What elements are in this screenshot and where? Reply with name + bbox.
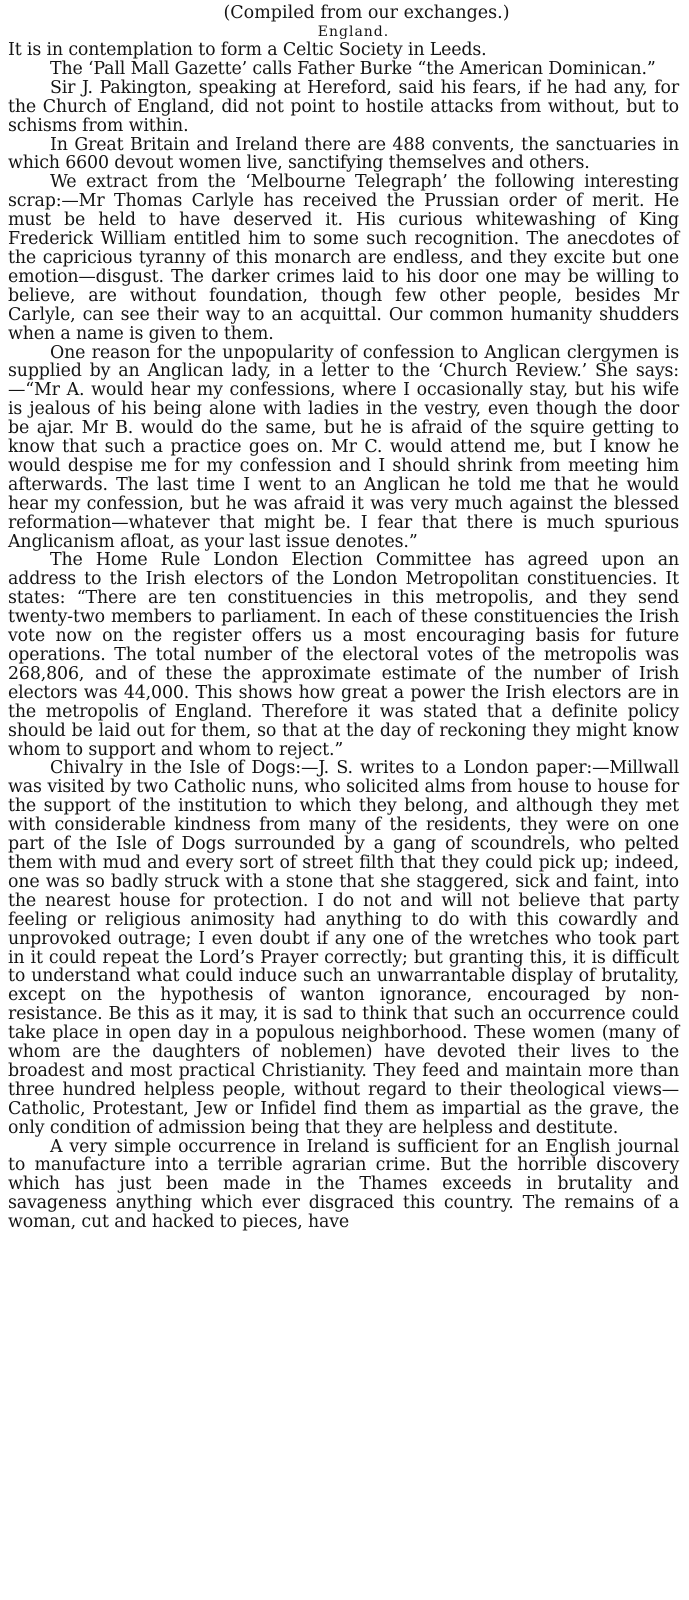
news-item-carlyle: We extract from the ‘Melbourne Telegraph’ the following interesting scrap:—Mr Thomas Carlyle has received the Prussian order of merit. He must be held to have deserved it. His curious whitewashing of King Frederick William entitled him to some such recognition. The anecdotes of the capricious tyranny of this monarch are endless, and they excite but one emotion—disgust. The darker crimes laid to his door one may be willing to believe, are without foundation, though few other people, besides Mr Carlyle, can see their way to an acquittal. Our common humanity shudders when a name is given to them. (8, 172, 679, 344)
news-item-father-burke: The ‘Pall Mall Gazette’ calls Father Burke “the American Dominican.” (50, 58, 656, 79)
news-item-isle-of-dogs: Chivalry in the Isle of Dogs:—J. S. writes to a London paper:—Millwall was visited by two Catholic nuns, who solicited alms from house to house for the support of the institution to which they belong, and although they met with considerable kindness from many of the residents, they were on one part of the Isle of Dogs surrounded by a gang of scoundrels, who pelted them with mud and every sort of street filth that they could pick up; indeed, one was so badly struck with a stone that she staggered, sick and faint, into the nearest house for protection. I do not and will not believe that party feeling or religious animosity had anything to do with this cowardly and unprovoked outrage; I even doubt if any one of the wretches who took part in it could repeat the Lord’s Prayer correctly; but granting this, it is difficult to understand what could induce such an unwarrantable display of brutality, except on the hypothesis of wanton ignorance, encouraged by non-resistance. Be this as it may, it is sad to think that such an occurrence could take place in open day in a populous neighborhood. These women (many of whom are the daughters of noblemen) have devoted their lives to the broadest and most practical Christianity. They feed and maintain more than three hundred helpless people, without regard to their theological views—Catholic, Protestant, Jew or Infidel find them as impartial as the grave, the only condition of admission being that they are helpless and destitute. (8, 758, 679, 1138)
article-body (8, 41, 679, 1232)
column-heading: (Compiled from our exchanges.) (223, 3, 510, 23)
news-item-pakington: Sir J. Pakington, speaking at Hereford, said his fears, if he had any, for the Church of England, did not point to hostile attacks from without, but to schisms from within. (8, 77, 679, 136)
news-item-anglican-confession: One reason for the unpopularity of confession to Anglican clergymen is supplied by an Anglican lady, in a letter to the ‘Church Review.’ She says:—“Mr A. would hear my confessions, where I occasionally stay, but his wife is jealous of his being alone with ladies in the vestry, even though the door be ajar. Mr B. would do the same, but he is afraid of the squire getting to know that such a practice goes on. Mr C. would attend me, but I know he would despise me for my confession and I should shrink from meeting him afterwards. The last time I went to an Anglican he told me that he would hear my confession, but he was afraid it was very much against the blessed reformation—whatever that might be. I fear that there is much spurious Anglicanism afloat, as your last issue denotes.” (8, 342, 679, 552)
news-item-thames-discovery: A very simple occurrence in Ireland is sufficient for an English journal to manufacture into a terrible agrarian crime. But the horrible discovery which has just been made in the Thames exceeds in brutality and savageness anything which ever disgraced this country. The remains of a woman, cut and hacked to pieces, have (8, 1136, 679, 1233)
news-item-convents: In Great Britain and Ireland there are 488 convents, the sanctuaries in which 6600 devout women live, sanctifying themselves and others. (8, 134, 679, 174)
news-item-home-rule-committee: The Home Rule London Election Committee has agreed upon an address to the Irish electors of the London Metropolitan constituencies. It states: “There are ten constituencies in this metropolis, and they send twenty-two members to parliament. In each of these constituencies the Irish vote now on the register offers us a most encouraging basis for future operations. The total number of the electoral votes of the metropolis was 268,806, and of these the approximate estimate of the number of Irish electors was 44,000. This shows how great a power the Irish electors are in the metropolis of England. Therefore it was stated that a definite policy should be laid out for them, so that at the day of reckoning they might know whom to support and whom to reject.” (8, 550, 679, 760)
news-item-celtic-society: It is in contemplation to form a Celtic Society in Leeds. (8, 40, 487, 60)
section-heading: England. (317, 24, 390, 40)
